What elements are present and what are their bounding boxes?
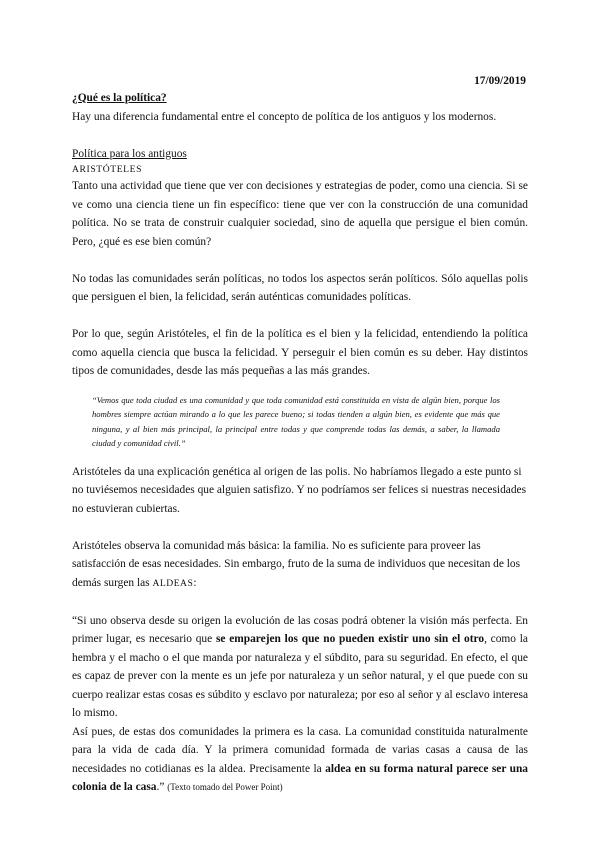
paragraph-6 [72,612,528,723]
intro-paragraph: Hay una diferencia fundamental entre el concepto de política de los antiguos y los modernos. [72,110,497,123]
paragraph-5 [72,537,528,594]
paragraph-1: Tanto una actividad que tiene que ver con decisiones y estrategias de poder, como una ciencia. Si se ve como una ciencia tiene un fin específico: tiene que ver con la construcción de una comunidad política. No se trata de construir cualquier sociedad, sino de aquella que persigue el bien común. Pero, ¿qué es ese bien común? [72,180,528,248]
document-date: 17/09/2019 [474,75,526,87]
section-title: Política para los antiguos [72,147,187,160]
aristotle-quote: “Vemos que toda ciudad es una comunidad y que toda comunidad está constituida en vista de algún bien, porque los hombres siempre actúan mirando a lo que les parece bueno; si todas tienden a algún bien, es evidente que más que ninguna, y al bien más principal, la principal entre todas y que comprende todas las demás, a saber, la llamada ciudad y comunidad civil.” [92,394,500,448]
paragraph-7-start: Así pues, de estas dos comunidades la primera es la casa. La comunidad constituida naturalmente para la vida de cada día. Y la primera comunidad formada de varias casas a causa de las necesidades no cotidianas es la aldea. Precisamente la [72,725,528,775]
author-label: ARISTÓTELES [72,164,143,175]
paragraph-3: Por lo que, según Aristóteles, el fin de la política es el bien y la felicidad, entendiendo la política como aquella ciencia que busca la felicidad. Y perseguir el bien común es su deber. Hay distintos tipos de comunidades, desde las más pequeñas a las más grandes. [72,328,528,377]
paragraph-2: No todas las comunidades serán políticas, no todos los aspectos serán políticos. Sólo aquellas polis que persiguen el bien, la felicidad, serán auténticas comunidades políticas. [72,272,528,303]
paragraph-5-text: Aristóteles observa la comunidad más básica: la familia. No es suficiente para proveer las satisfacción de esas necesidades. Sin embargo, fruto de la suma de individuos que necesitan de los demás surgen las [72,539,521,589]
paragraph-6-rest: , como la hembra y el macho o el que manda por naturaleza y el súbdito, para su seguridad. En efecto, el que es capaz de prever con la mente es un jefe por naturaleza y un señor natural, y el que puede con su cuerpo realizar estas cosas es súbdito y esclavo por naturaleza; por eso al señor y al esclavo interesa lo mismo. [72,633,528,719]
aldeas-term: ALDEAS [152,577,194,589]
paragraph-7 [72,723,528,797]
source-reference: (Texto tomado del Power Point) [167,782,283,792]
paragraph-6-bold: se emparejen los que no pueden existir uno sin el otro [215,633,485,645]
paragraph-7-bold: aldea en su forma natural parece ser una colonia de la casa [72,762,528,793]
paragraph-7-end: .” [156,781,165,793]
paragraph-5-end: : [193,576,197,589]
document-body [72,89,528,797]
paragraph-6-start: “Si uno observa desde su origen la evolución de las cosas podrá obtener la visión más perfecta. En primer lugar, es necesario que [72,614,528,645]
paragraph-4: Aristóteles da una explicación genética al origen de las polis. No habríamos llegado a este punto si no tuviésemos necesidades que alguien satisfizo. Y no podríamos ser felices si nuestras necesidades no estuvieran cubiertas. [72,465,527,515]
page-title: ¿Qué es la política? [72,92,167,104]
